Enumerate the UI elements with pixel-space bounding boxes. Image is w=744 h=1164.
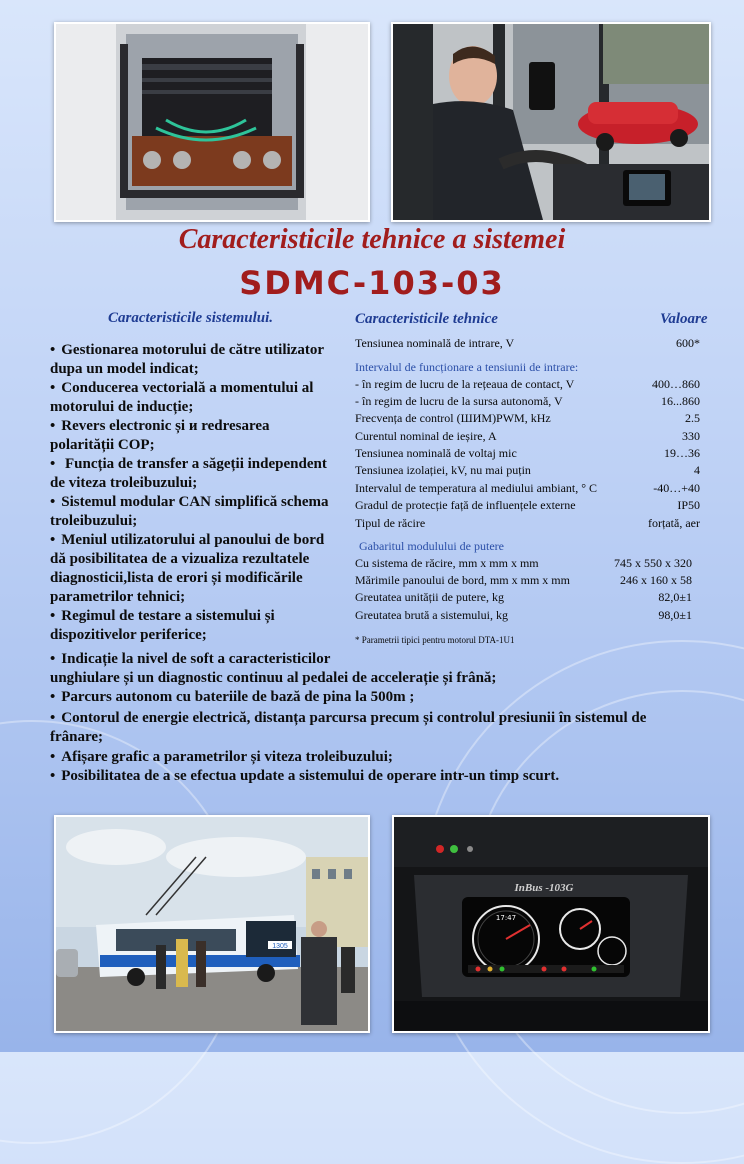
spec-row: Tipul de răcire forțată, aer [355,516,700,530]
controller-unit-photo [54,22,370,222]
bus-number: 1305 [272,943,288,950]
feature-line: dispozitivelor periferice; [50,627,207,643]
value-heading: Valoare [660,311,708,327]
feature-line: • Indicație la nivel de soft a caracteristicilor [50,651,331,667]
spec-row: - în regim de lucru de la sursa autonomă, V 16...860 [355,394,700,408]
bullet: • [50,710,56,726]
bullet: • [50,749,56,765]
driver-cabin-photo [391,22,711,222]
bullet: • [50,532,56,548]
dashboard-panel-photo [392,815,710,1033]
feature-line: • Sistemul modular CAN simplifică schema [50,494,329,510]
spec-row: - în regim de lucru de la rețeaua de contact, V 400…860 [355,377,700,391]
feature-line: de viteza troleibuzului; [50,475,198,491]
system-features-heading: Caracteristicile sistemului. [108,310,274,326]
system-model-title: SDMC-103-03 [239,264,505,302]
technical-characteristics-heading: Caracteristicile tehnice [355,311,498,327]
bullet: • [50,494,56,510]
bullet: • [50,456,56,472]
bullet: • [50,608,56,624]
feature-line: diagnosticii,lista de erori și modificările [50,570,303,586]
spec-row: Tensiunea nominală de intrare, V 600* [355,336,700,350]
feature-line: dupa un model indicat; [50,361,199,377]
feature-line: • Contorul de energie electrică, distanța parcursa precum și controlul presiunii în sistemul de [50,710,647,726]
spec-row: Cu sistema de răcire, mm x mm x mm 745 x 550 x 320 [355,556,692,570]
spec-subheading: Intervalul de funcționare a tensiunii de intrare: [355,360,579,374]
feature-line: • Afișare grafic a parametrilor și viteza troleibuzului; [50,749,393,765]
feature-line: dă posibilitatea de a vizualiza rezultatele [50,551,310,567]
feature-line: polarității COP; [50,437,155,453]
dashboard-brand: InBus -103G [514,882,574,894]
bullet: • [50,342,56,358]
spec-row: Mărimile panoului de bord, mm x mm x mm 246 x 160 x 58 [355,573,692,587]
feature-line: • Meniul utilizatorului al panoului de bord [50,532,325,548]
dashboard-time: 17:47 [495,914,517,922]
bullet: • [50,651,56,667]
feature-line: • Conducerea vectorială a momentului al [50,380,314,396]
feature-line: • Gestionarea motorului de către utilizator [50,342,324,358]
bullet: • [50,768,56,784]
feature-line: • Posibilitatea de a se efectua update a sistemului de operare intr-un timp scurt. [50,768,560,784]
feature-line: • Regimul de testare a sistemului și [50,608,275,624]
spec-row: Greutatea unității de putere, kg 82,0±1 [355,590,692,604]
feature-line: motorului de inducție; [50,399,194,415]
spec-subheading: Gabaritul modulului de putere [359,539,504,553]
spec-row: Tensiunea nominală de voltaj mic 19…36 [355,446,700,460]
feature-line: • Parcurs autonom cu bateriile de bază de pina la 500m ; [50,689,415,705]
spec-row: Curentul nominal de ieșire, A 330 [355,429,700,443]
feature-line: • Revers electronic și и redresarea [50,418,270,434]
bullet: • [50,418,56,434]
bullet: • [50,380,56,396]
spec-row: Frecvența de control (ШИМ)PWM, kHz 2.5 [355,411,700,425]
feature-line: troleibuzului; [50,513,138,529]
feature-line: • Funcția de transfer a săgeții independent [50,456,327,472]
spec-row: Greutatea brută a sistemului, kg 98,0±1 [355,608,692,622]
spec-row: Gradul de protecție față de influențele externe IP50 [355,498,700,512]
page-title: Caracteristicile tehnice a sistemei [178,224,566,255]
feature-line: frânare; [50,729,104,745]
feature-line: parametrilor tehnici; [50,589,186,605]
trolleybus-station-photo [54,815,370,1033]
footnote: * Parametrii tipici pentru motorul DTA-1U1 [355,635,515,645]
spec-row: Intervalul de temperatura al mediului ambiant, ° C -40…+40 [355,481,700,495]
spec-row: Tensiunea izolației, kV, nu mai puțin 4 [355,463,700,477]
feature-line: unghiulare și un diagnostic continuu al pedalei de accelerație și frână; [50,670,497,686]
bullet: • [50,689,56,705]
